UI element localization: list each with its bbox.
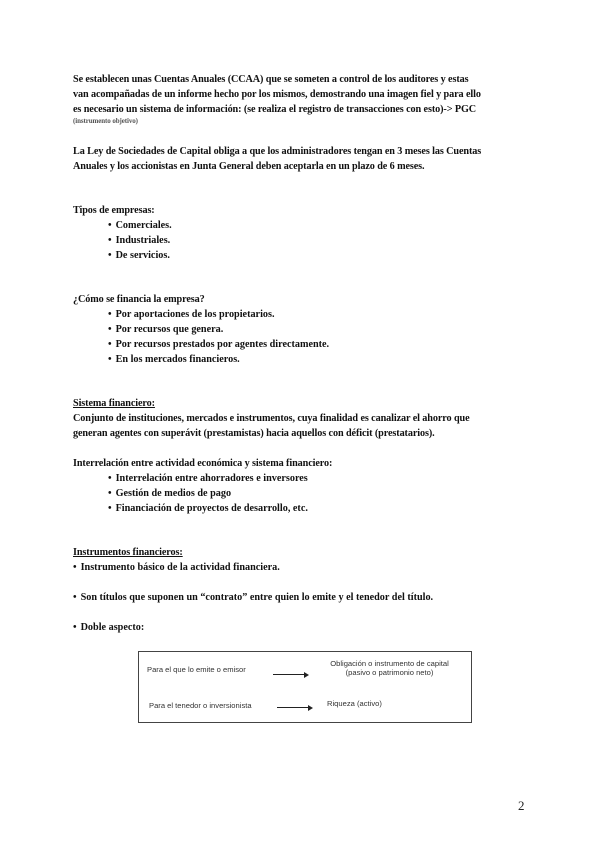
financia-list: [108, 307, 329, 367]
instrumentos-point-2: [73, 590, 433, 605]
intro-note: (instrumento objetivo): [73, 117, 138, 125]
list-item: • Por recursos que genera.: [108, 322, 329, 337]
list-item: • Son títulos que suponen un “contrato” entre quien lo emite y el tenedor del título.: [73, 590, 433, 605]
interrelacion-title: Interrelación entre actividad económica y sistema financiero:: [73, 458, 333, 469]
intro-line: Se establecen unas Cuentas Anuales (CCAA) que se someten a control de los auditores y estas: [73, 74, 469, 85]
instrumentos-heading-text: Instrumentos financieros:: [73, 547, 183, 558]
list-item: • Financiación de proyectos de desarrollo, etc.: [108, 501, 308, 516]
diagram-row1-left: Para el que lo emite o emisor: [147, 665, 246, 674]
list-item: • En los mercados financieros.: [108, 352, 329, 367]
interrelacion-list: [108, 471, 308, 516]
intro-line: es necesario un sistema de información: (se realiza el registro de transacciones con esto)-> PGC: [73, 104, 477, 115]
list-item: • Interrelación entre ahorradores e inversores: [108, 471, 308, 486]
list-item: • Comerciales.: [108, 218, 172, 233]
list-item: • Por recursos prestados por agentes directamente.: [108, 337, 329, 352]
financia-title: ¿Cómo se financia la empresa?: [73, 294, 205, 305]
sistema-line: generan agentes con superávit (prestamistas) hacia aquellos con déficit (prestatarios).: [73, 428, 435, 439]
sistema-heading: Sistema financiero:: [73, 398, 155, 409]
list-item: • Por aportaciones de los propietarios.: [108, 307, 329, 322]
tipos-list: [108, 218, 172, 263]
diagram-row1-right-line2: (pasivo o patrimonio neto): [345, 668, 434, 677]
instrumentos-heading: [73, 545, 528, 560]
tipos-title: Tipos de empresas:: [73, 205, 155, 216]
intro-paragraph: [73, 72, 528, 126]
ley-line: Anuales y los accionistas en Junta General deben aceptarla en un plazo de 6 meses.: [73, 161, 425, 172]
diagram-row2-left: Para el tenedor o inversionista: [149, 701, 252, 710]
diagram-row1-right-line1: Obligación o instrumento de capital: [330, 659, 449, 668]
list-item: • De servicios.: [108, 248, 172, 263]
sistema-line: Conjunto de instituciones, mercados e instrumentos, cuya finalidad es canalizar el ahorro que: [73, 413, 470, 424]
list-item: • Gestión de medios de pago: [108, 486, 308, 501]
list-item: • Industriales.: [108, 233, 172, 248]
diagram-row1-right: [317, 659, 462, 677]
arrow-right-icon: [277, 707, 309, 708]
list-item: • Instrumento básico de la actividad financiera.: [73, 560, 280, 575]
sistema-section: [73, 396, 528, 441]
page-number: 2: [518, 798, 525, 813]
doble-aspecto-diagram: [138, 651, 472, 723]
diagram-row2-right: Riqueza (activo): [327, 699, 382, 708]
arrow-right-icon: [273, 674, 305, 675]
intro-line: van acompañadas de un informe hecho por los mismos, demostrando una imagen fiel y para ello: [73, 89, 481, 100]
instrumentos-point-1: [73, 560, 280, 575]
ley-paragraph: [73, 144, 528, 174]
list-item: • Doble aspecto:: [73, 620, 144, 635]
instrumentos-point-3: [73, 620, 144, 635]
ley-line: La Ley de Sociedades de Capital obliga a que los administradores tengan en 3 meses las Cuentas: [73, 146, 482, 157]
